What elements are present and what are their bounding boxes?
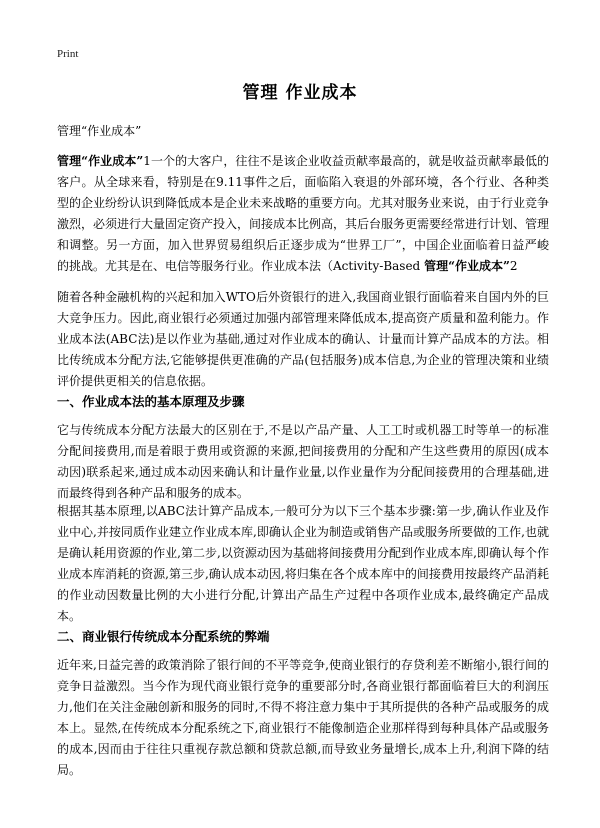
drawbacks-paragraph: 近年来,日益完善的政策消除了银行间的不平等竞争,使商业银行的存贷利差不断缩小,银行间的竞争日益激烈。当今作为现代商业银行竞争的重要部分时,各商业银行都面临着巨大的利润压力,他们在关注金融创新和服务的同时,不得不将注意力集中于其所提供的各种产品或服务的成本上。显然,在传统成本分配系统之下,商业银行不能像制造企业那样得到每种具体产品或服务的成本,因而由于往往只重视存款总额和贷款总额,而导致业务量增长,成本上升,利润下降的结局。 bbox=[57, 658, 549, 777]
intro-lead-bold: 管理“作业成本” bbox=[57, 154, 144, 168]
print-label: Print bbox=[57, 48, 79, 60]
intro-tail: 2 bbox=[509, 259, 518, 273]
principles-paragraph: 它与传统成本分配方法最大的区别在于,不是以产品产量、人工工时或机器工时等单一的标准分配间接费用,而是着眼于费用或资源的来源,把间接费用的分配和产生这些费用的原因(成本动因)联系起来,通过成本动因来确认和计量作业量,以作业量作为分配间接费用的合理基础,进而最终得到各种产品和服务的成本。 bbox=[57, 423, 549, 500]
intro-tail-bold: 管理“作业成本” bbox=[424, 259, 510, 273]
background-paragraph: 随着各种金融机构的兴起和加入WTO后外资银行的进入,我国商业银行面临着来自国内外的巨大竞争压力。因此,商业银行必须通过加强内部管理来降低成本,提高资产质量和盈利能力。作业成本法(ABC法)是以作业为基础,通过对作业成本的确认、计量而计算产品成本的方法。相比传统成本分配方法,它能够提供更准确的产品(包括服务)成本信息,为企业的管理决策和业绩评价提供更相关的信息依据。 bbox=[57, 290, 549, 388]
intro-body: 1一个的大客户，往往不是该企业收益贡献率最高的，就是收益贡献率最低的客户。从全球来看，特别是在9.11事件之后，面临陷入衰退的外部环境，各个行业、各种类型的企业纷纷认识到降低成本是企业未来战略的重要方向。尤其对服务业来说，由于行业竞争激烈，必须进行大量固定资产投入，间接成本比例高，其后台服务更需要经常进行计划、管理和调整。另一方面，加入世界贸易组织后正逐步成为“世界工厂”，中国企业面临着日益严峻的挑战。尤其是在、电信等服务行业。作业成本法（Activity-Based bbox=[57, 154, 550, 273]
intro-paragraph bbox=[57, 151, 549, 277]
page-subtitle: 管理“作业成本” bbox=[57, 124, 142, 138]
steps-paragraph: 根据其基本原理,以ABC法计算产品成本,一般可分为以下三个基本步骤:第一步,确认作业及作业中心,并按同质作业建立作业成本库,即确认企业为制造或销售产品或服务所要做的工作,也就是确认耗用资源的作业,第二步,以资源动因为基础将间接费用分配到作业成本库,即确认每个作业成本库消耗的资源,第三步,确认成本动因,将归集在各个成本库中的间接费用按最终产品消耗的作业动因数量比例的大小进行分配,计算出产品生产过程中各项作业成本,最终确定产品成本。 bbox=[57, 504, 549, 623]
section-heading-drawbacks: 二、商业银行传统成本分配系统的弊端 bbox=[57, 629, 270, 644]
section-heading-principles: 一、作业成本法的基本原理及步骤 bbox=[57, 394, 245, 409]
page-title: 管理 作业成本 bbox=[242, 83, 358, 103]
